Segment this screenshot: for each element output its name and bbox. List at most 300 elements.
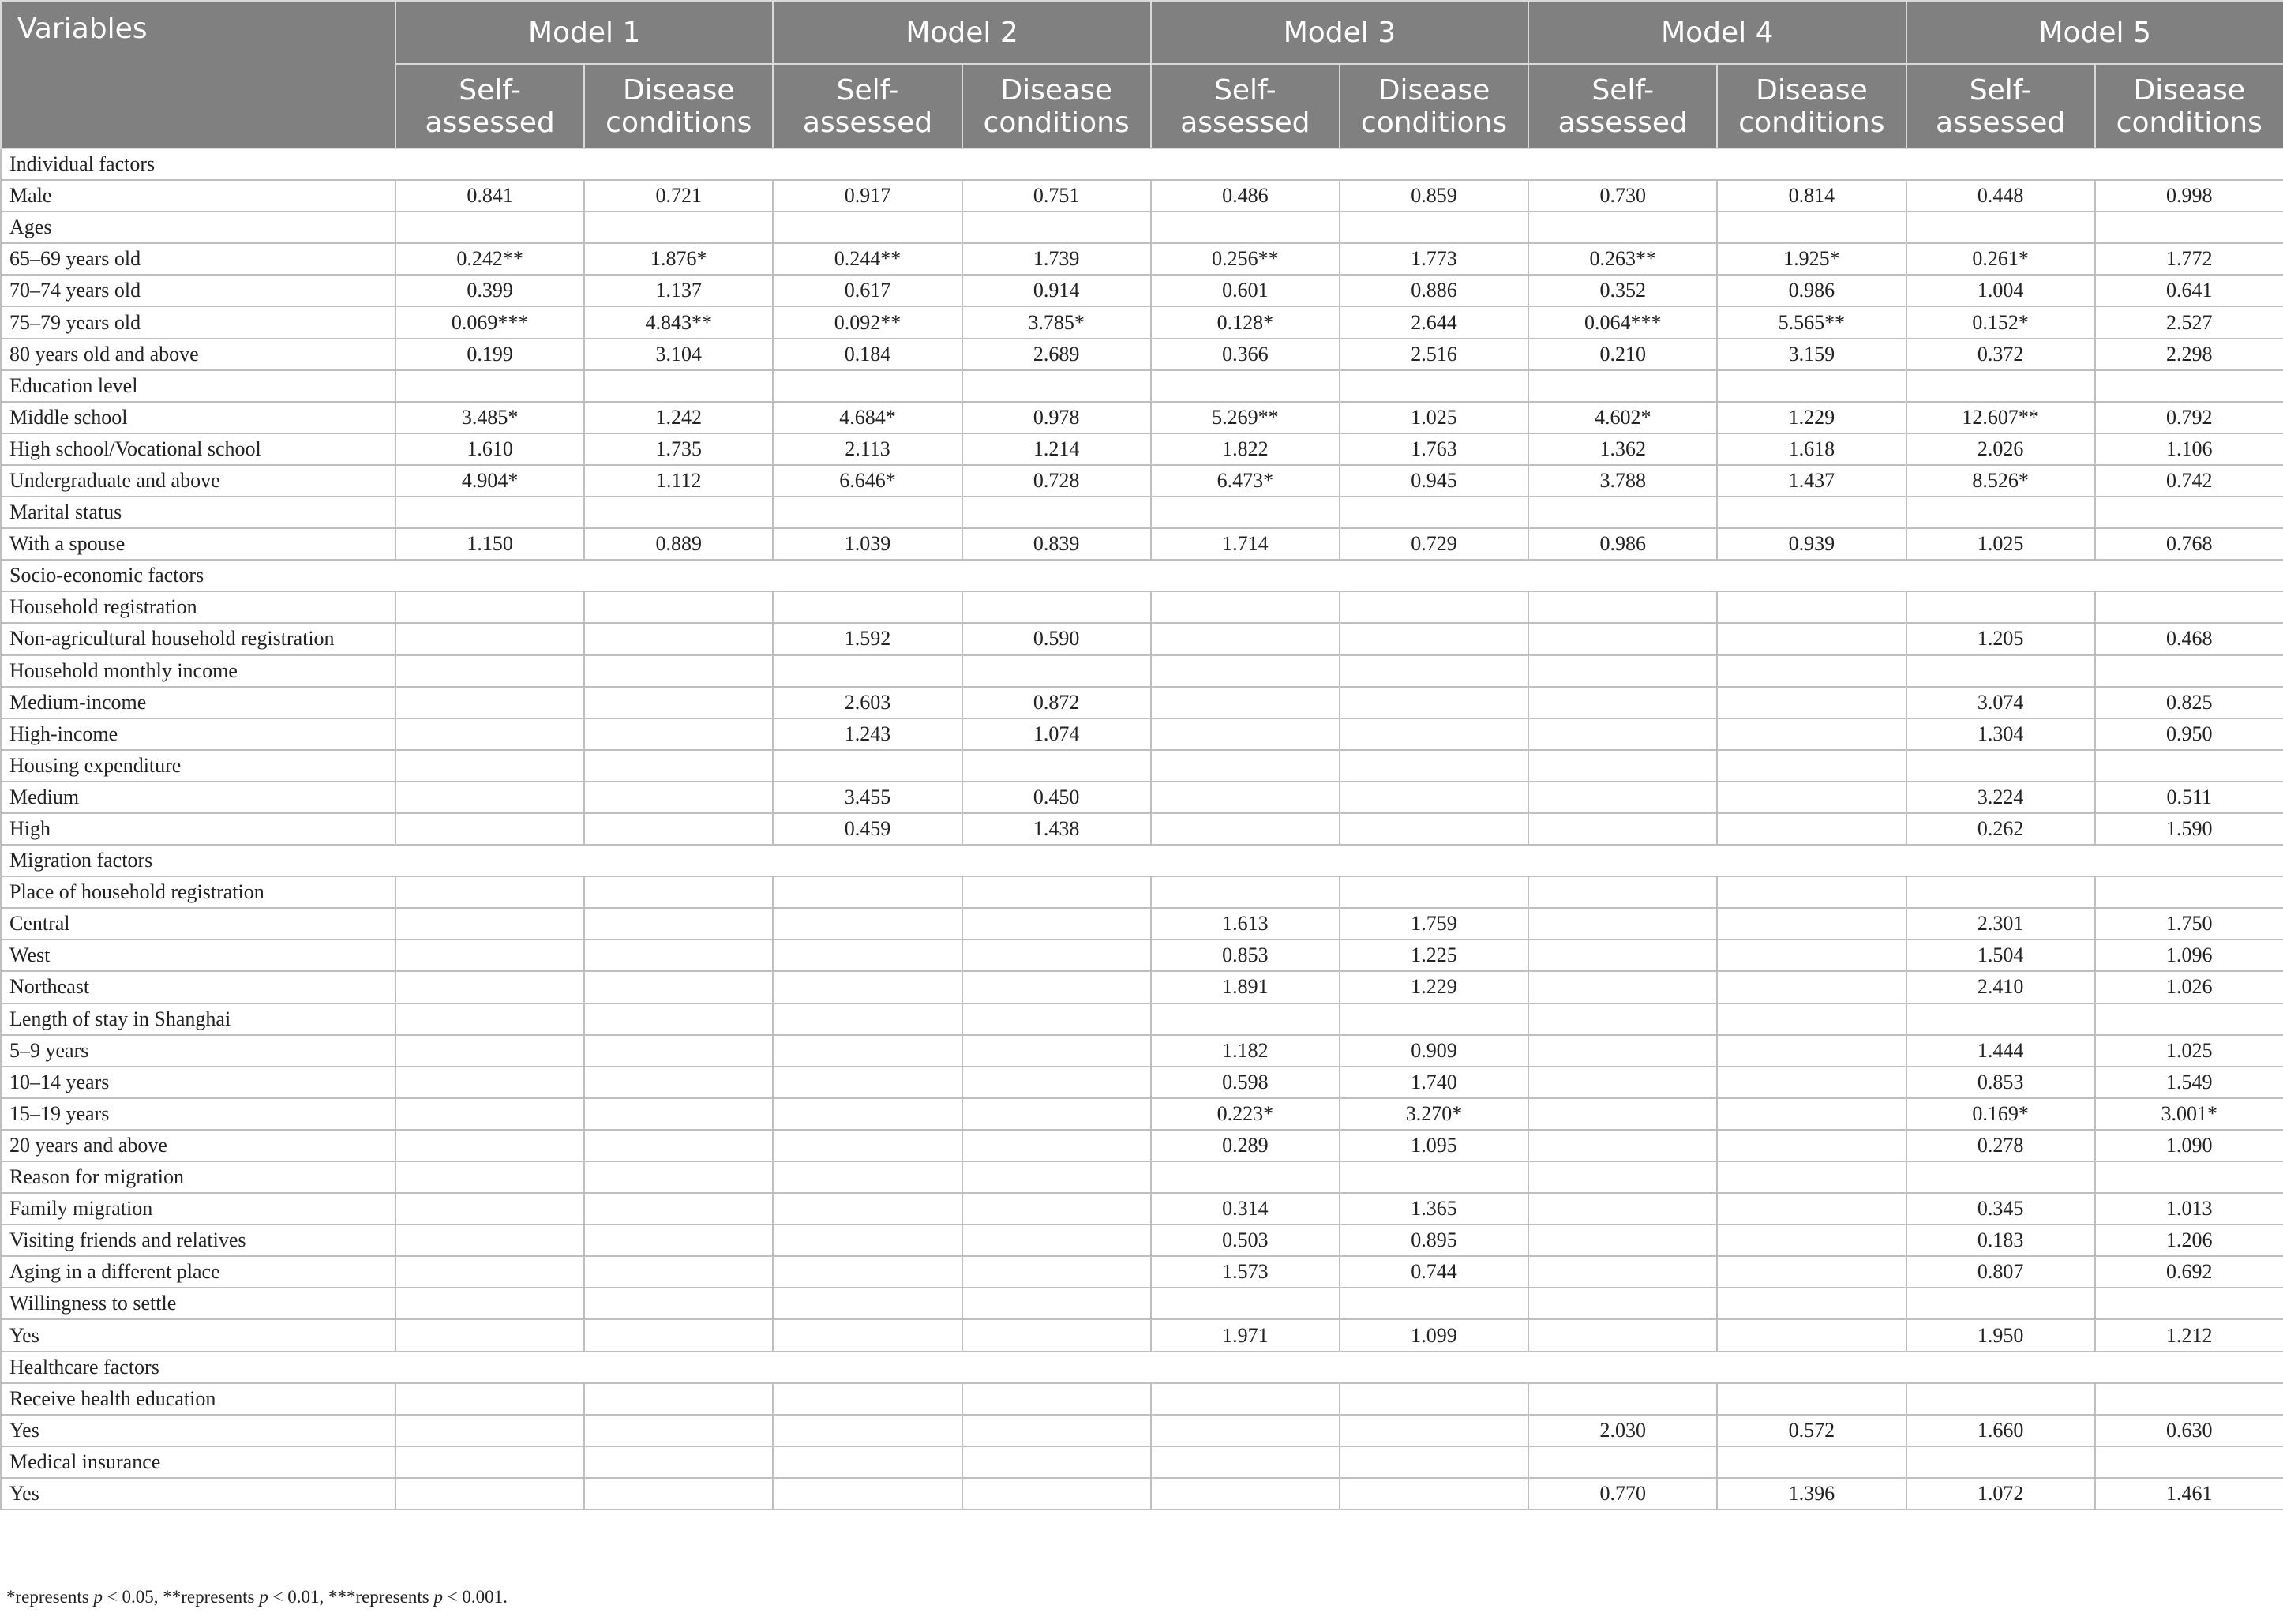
variable-label: Yes (1, 1478, 395, 1510)
value-cell (395, 1161, 584, 1193)
value-cell (1151, 655, 1340, 687)
value-cell: 3.104 (584, 339, 773, 370)
value-cell: 0.183 (1906, 1225, 2095, 1256)
value-cell: 0.917 (773, 180, 962, 212)
table-row (1, 971, 2283, 1003)
value-cell: 1.362 (1528, 433, 1717, 465)
value-cell (395, 1415, 584, 1446)
value-cell: 1.365 (1340, 1193, 1528, 1225)
value-cell: 0.450 (962, 782, 1151, 813)
value-cell (395, 1288, 584, 1319)
table-row (1, 1193, 2283, 1225)
value-cell (1717, 687, 1906, 718)
variable-label: West (1, 940, 395, 971)
value-cell (1528, 971, 1717, 1003)
value-cell (1717, 1319, 1906, 1351)
value-cell (395, 1225, 584, 1256)
value-cell (1151, 876, 1340, 908)
value-cell: 0.617 (773, 275, 962, 306)
table-row (1, 1098, 2283, 1130)
footnote-part: *represents (6, 1587, 94, 1607)
value-cell (962, 1225, 1151, 1256)
value-cell: 1.106 (2095, 433, 2283, 465)
value-cell (395, 940, 584, 971)
value-cell: 2.527 (2095, 306, 2283, 338)
value-cell: 1.773 (1340, 243, 1528, 275)
value-cell: 0.986 (1717, 275, 1906, 306)
value-cell (1340, 782, 1528, 813)
value-cell (1717, 1098, 1906, 1130)
value-cell: 1.592 (773, 623, 962, 654)
variable-label: High (1, 813, 395, 845)
value-cell (1717, 623, 1906, 654)
value-cell (1528, 1003, 1717, 1035)
value-cell: 1.243 (773, 718, 962, 750)
value-cell (773, 1383, 962, 1415)
value-cell (1528, 212, 1717, 243)
value-cell: 3.159 (1717, 339, 1906, 370)
variable-label: Aging in a different place (1, 1256, 395, 1288)
value-cell: 4.684* (773, 402, 962, 433)
value-cell (1717, 718, 1906, 750)
value-cell: 1.025 (2095, 1035, 2283, 1067)
variable-label: 80 years old and above (1, 339, 395, 370)
value-cell: 0.372 (1906, 339, 2095, 370)
value-cell (1906, 876, 2095, 908)
value-cell (395, 370, 584, 402)
value-cell (773, 1288, 962, 1319)
value-cell (395, 908, 584, 940)
value-cell (1528, 1319, 1717, 1351)
value-cell: 0.744 (1340, 1256, 1528, 1288)
value-cell (1151, 212, 1340, 243)
value-cell (1717, 750, 1906, 782)
value-cell: 0.889 (584, 528, 773, 560)
table-row (1, 465, 2283, 497)
value-cell (2095, 497, 2283, 528)
value-cell (584, 370, 773, 402)
value-cell (962, 971, 1151, 1003)
value-cell: 0.641 (2095, 275, 2283, 306)
value-cell (962, 908, 1151, 940)
table-header (1, 1, 2283, 148)
value-cell: 0.503 (1151, 1225, 1340, 1256)
value-cell (1906, 1161, 2095, 1193)
value-cell (584, 750, 773, 782)
value-cell (584, 1288, 773, 1319)
value-cell (584, 212, 773, 243)
value-cell: 1.304 (1906, 718, 2095, 750)
variable-label: Northeast (1, 971, 395, 1003)
value-cell (1717, 1288, 1906, 1319)
value-cell: 1.876* (584, 243, 773, 275)
variable-label: Non-agricultural household registration (1, 623, 395, 654)
value-cell (1528, 1225, 1717, 1256)
variable-label: High-income (1, 718, 395, 750)
value-cell: 1.891 (1151, 971, 1340, 1003)
value-cell (395, 1383, 584, 1415)
value-cell (1717, 782, 1906, 813)
value-cell (1340, 718, 1528, 750)
value-cell: 0.853 (1906, 1067, 2095, 1098)
model-header: Model 2 (773, 1, 1150, 64)
value-cell (773, 940, 962, 971)
value-cell (962, 655, 1151, 687)
value-cell: 1.549 (2095, 1067, 2283, 1098)
value-cell (1528, 370, 1717, 402)
value-cell (395, 1130, 584, 1161)
value-cell (2095, 1003, 2283, 1035)
subheader-line: assessed (1558, 106, 1688, 139)
value-cell: 1.095 (1340, 1130, 1528, 1161)
value-cell (395, 687, 584, 718)
value-cell (395, 1193, 584, 1225)
value-cell (1151, 1003, 1340, 1035)
table-row (1, 813, 2283, 845)
table-row (1, 940, 2283, 971)
value-cell (1340, 497, 1528, 528)
value-cell (1906, 370, 2095, 402)
value-cell: 1.212 (2095, 1319, 2283, 1351)
table-row (1, 1478, 2283, 1510)
value-cell: 0.945 (1340, 465, 1528, 497)
value-cell (773, 971, 962, 1003)
value-cell (962, 1003, 1151, 1035)
footnote-part: < 0.05, **represents (103, 1587, 260, 1607)
value-cell (1528, 718, 1717, 750)
value-cell (773, 750, 962, 782)
subheader-line: conditions (1360, 106, 1508, 139)
value-cell: 4.843** (584, 306, 773, 338)
table-body (1, 148, 2283, 1510)
value-cell: 6.473* (1151, 465, 1340, 497)
table-row (1, 750, 2283, 782)
value-cell (1906, 750, 2095, 782)
value-cell (1528, 623, 1717, 654)
table-row (1, 782, 2283, 813)
value-cell (1151, 1161, 1340, 1193)
variable-label: Medical insurance (1, 1446, 395, 1478)
model-header: Model 4 (1528, 1, 1906, 64)
variable-label: 20 years and above (1, 1130, 395, 1161)
table-row (1, 243, 2283, 275)
variable-label: Education level (1, 370, 395, 402)
value-cell: 2.516 (1340, 339, 1528, 370)
variable-label: Visiting friends and relatives (1, 1225, 395, 1256)
subheader-line: Self- (1213, 73, 1276, 107)
value-cell: 0.572 (1717, 1415, 1906, 1446)
value-cell: 1.613 (1151, 908, 1340, 940)
value-cell: 0.278 (1906, 1130, 2095, 1161)
table-row (1, 180, 2283, 212)
value-cell (1151, 1288, 1340, 1319)
value-cell: 0.895 (1340, 1225, 1528, 1256)
value-cell (962, 1256, 1151, 1288)
value-cell (584, 908, 773, 940)
value-cell: 0.590 (962, 623, 1151, 654)
value-cell: 3.455 (773, 782, 962, 813)
value-cell (584, 1130, 773, 1161)
table-row (1, 1003, 2283, 1035)
value-cell (395, 1478, 584, 1510)
variable-label: 70–74 years old (1, 275, 395, 306)
value-cell: 1.822 (1151, 433, 1340, 465)
value-cell (1528, 591, 1717, 623)
value-cell: 2.298 (2095, 339, 2283, 370)
value-cell: 1.438 (962, 813, 1151, 845)
value-cell (584, 782, 773, 813)
value-cell (1340, 370, 1528, 402)
table-row (1, 876, 2283, 908)
table-row (1, 306, 2283, 338)
subheader-line: Disease (1378, 73, 1490, 107)
value-cell (1717, 908, 1906, 940)
value-cell: 0.721 (584, 180, 773, 212)
value-cell: 0.986 (1528, 528, 1717, 560)
value-cell (1717, 591, 1906, 623)
subheader-line: Disease (2133, 73, 2246, 107)
table-row (1, 1446, 2283, 1478)
value-cell (773, 497, 962, 528)
section-label: Socio-economic factors (1, 560, 2283, 591)
value-cell (962, 1288, 1151, 1319)
value-cell (773, 655, 962, 687)
value-cell: 0.751 (962, 180, 1151, 212)
table-row (1, 212, 2283, 243)
value-cell (1528, 1383, 1717, 1415)
value-cell: 8.526* (1906, 465, 2095, 497)
value-cell: 3.788 (1528, 465, 1717, 497)
value-cell: 1.229 (1717, 402, 1906, 433)
model-header: Model 5 (1906, 1, 2283, 64)
value-cell (1717, 370, 1906, 402)
variable-label: Medium (1, 782, 395, 813)
value-cell (962, 591, 1151, 623)
value-cell (395, 1003, 584, 1035)
value-cell: 0.069*** (395, 306, 584, 338)
value-cell: 1.004 (1906, 275, 2095, 306)
table-row (1, 339, 2283, 370)
value-cell: 0.184 (773, 339, 962, 370)
value-cell: 0.261* (1906, 243, 2095, 275)
value-cell (1151, 782, 1340, 813)
value-cell (584, 1193, 773, 1225)
value-cell (1340, 876, 1528, 908)
value-cell (584, 591, 773, 623)
value-cell (773, 1225, 962, 1256)
value-cell: 0.199 (395, 339, 584, 370)
subheader-line: conditions (983, 106, 1130, 139)
section-row (1, 148, 2283, 180)
value-cell: 2.301 (1906, 908, 2095, 940)
value-cell (1528, 782, 1717, 813)
value-cell (584, 1256, 773, 1288)
value-cell: 0.210 (1528, 339, 1717, 370)
value-cell (1528, 1098, 1717, 1130)
value-cell: 0.998 (2095, 180, 2283, 212)
section-row (1, 560, 2283, 591)
value-cell: 1.772 (2095, 243, 2283, 275)
value-cell (395, 1256, 584, 1288)
value-cell: 0.886 (1340, 275, 1528, 306)
table-row (1, 528, 2283, 560)
table-row (1, 718, 2283, 750)
value-cell (1151, 687, 1340, 718)
value-cell: 1.925* (1717, 243, 1906, 275)
value-cell (584, 655, 773, 687)
table-row (1, 275, 2283, 306)
variable-label: Reason for migration (1, 1161, 395, 1193)
value-cell (962, 1130, 1151, 1161)
self-assessed-header (1528, 64, 1717, 148)
value-cell (1528, 1035, 1717, 1067)
value-cell (962, 876, 1151, 908)
section-label: Healthcare factors (1, 1352, 2283, 1383)
variable-label: Male (1, 180, 395, 212)
variable-label: Willingness to settle (1, 1288, 395, 1319)
value-cell (773, 1478, 962, 1510)
value-cell (1717, 1225, 1906, 1256)
value-cell: 0.859 (1340, 180, 1528, 212)
value-cell (1151, 591, 1340, 623)
value-cell: 0.939 (1717, 528, 1906, 560)
value-cell (1528, 1161, 1717, 1193)
value-cell (1340, 1478, 1528, 1510)
table-row (1, 1415, 2283, 1446)
value-cell: 0.263** (1528, 243, 1717, 275)
value-cell (2095, 1161, 2283, 1193)
value-cell (1340, 1003, 1528, 1035)
value-cell: 1.137 (584, 275, 773, 306)
value-cell: 2.026 (1906, 433, 2095, 465)
subheader-line: Disease (1756, 73, 1868, 107)
value-cell: 1.590 (2095, 813, 2283, 845)
value-cell: 0.262 (1906, 813, 2095, 845)
value-cell (395, 655, 584, 687)
value-cell (1906, 212, 2095, 243)
value-cell: 1.039 (773, 528, 962, 560)
value-cell: 0.814 (1717, 180, 1906, 212)
value-cell: 0.853 (1151, 940, 1340, 971)
variable-label: Place of household registration (1, 876, 395, 908)
variable-label: Central (1, 908, 395, 940)
value-cell: 1.026 (2095, 971, 2283, 1003)
value-cell (1717, 1383, 1906, 1415)
value-cell: 1.504 (1906, 940, 2095, 971)
value-cell: 0.839 (962, 528, 1151, 560)
table-row (1, 655, 2283, 687)
variable-label: Housing expenditure (1, 750, 395, 782)
value-cell (1906, 591, 2095, 623)
value-cell (584, 813, 773, 845)
value-cell (773, 1003, 962, 1035)
value-cell: 0.909 (1340, 1035, 1528, 1067)
value-cell (1151, 623, 1340, 654)
value-cell (2095, 212, 2283, 243)
value-cell: 0.729 (1340, 528, 1528, 560)
variable-label: Middle school (1, 402, 395, 433)
value-cell (1340, 813, 1528, 845)
value-cell (2095, 1383, 2283, 1415)
value-cell: 3.001* (2095, 1098, 2283, 1130)
value-cell: 3.224 (1906, 782, 2095, 813)
value-cell: 2.603 (773, 687, 962, 718)
subheader-line: Disease (622, 73, 735, 107)
value-cell (584, 687, 773, 718)
value-cell (1906, 1446, 2095, 1478)
variable-label: Household registration (1, 591, 395, 623)
table-row (1, 1067, 2283, 1098)
value-cell: 3.074 (1906, 687, 2095, 718)
value-cell (773, 1130, 962, 1161)
value-cell: 1.444 (1906, 1035, 2095, 1067)
value-cell: 1.714 (1151, 528, 1340, 560)
variable-label: Ages (1, 212, 395, 243)
value-cell (1151, 718, 1340, 750)
table-row (1, 908, 2283, 940)
value-cell (584, 940, 773, 971)
variable-label: Yes (1, 1415, 395, 1446)
value-cell (2095, 750, 2283, 782)
self-assessed-header (773, 64, 962, 148)
value-cell: 1.025 (1906, 528, 2095, 560)
value-cell (395, 813, 584, 845)
value-cell: 0.630 (2095, 1415, 2283, 1446)
value-cell: 0.486 (1151, 180, 1340, 212)
value-cell: 0.950 (2095, 718, 2283, 750)
value-cell: 4.602* (1528, 402, 1717, 433)
disease-conditions-header (1717, 64, 1906, 148)
value-cell (584, 876, 773, 908)
value-cell: 1.072 (1906, 1478, 2095, 1510)
value-cell: 0.256** (1151, 243, 1340, 275)
value-cell: 5.565** (1717, 306, 1906, 338)
value-cell: 0.345 (1906, 1193, 2095, 1225)
value-cell (1528, 940, 1717, 971)
table-row (1, 1288, 2283, 1319)
value-cell: 1.461 (2095, 1478, 2283, 1510)
value-cell (1528, 813, 1717, 845)
value-cell (1151, 1446, 1340, 1478)
value-cell (1906, 1288, 2095, 1319)
value-cell (1906, 655, 2095, 687)
table-row (1, 1130, 2283, 1161)
value-cell: 1.090 (2095, 1130, 2283, 1161)
subheader-line: assessed (425, 106, 555, 139)
value-cell: 0.448 (1906, 180, 2095, 212)
value-cell (395, 718, 584, 750)
value-cell (1717, 1161, 1906, 1193)
value-cell (1340, 591, 1528, 623)
value-cell: 1.182 (1151, 1035, 1340, 1067)
value-cell: 0.244** (773, 243, 962, 275)
value-cell (773, 1193, 962, 1225)
table-row (1, 1319, 2283, 1351)
value-cell (1528, 876, 1717, 908)
value-cell (1151, 750, 1340, 782)
value-cell (1528, 497, 1717, 528)
value-cell: 1.759 (1340, 908, 1528, 940)
value-cell: 1.074 (962, 718, 1151, 750)
value-cell (1151, 1415, 1340, 1446)
value-cell (584, 1161, 773, 1193)
value-cell: 2.410 (1906, 971, 2095, 1003)
subheader-line: assessed (802, 106, 933, 139)
value-cell (1528, 687, 1717, 718)
footnote-part: p (433, 1587, 443, 1607)
table-row (1, 1035, 2283, 1067)
value-cell: 1.610 (395, 433, 584, 465)
